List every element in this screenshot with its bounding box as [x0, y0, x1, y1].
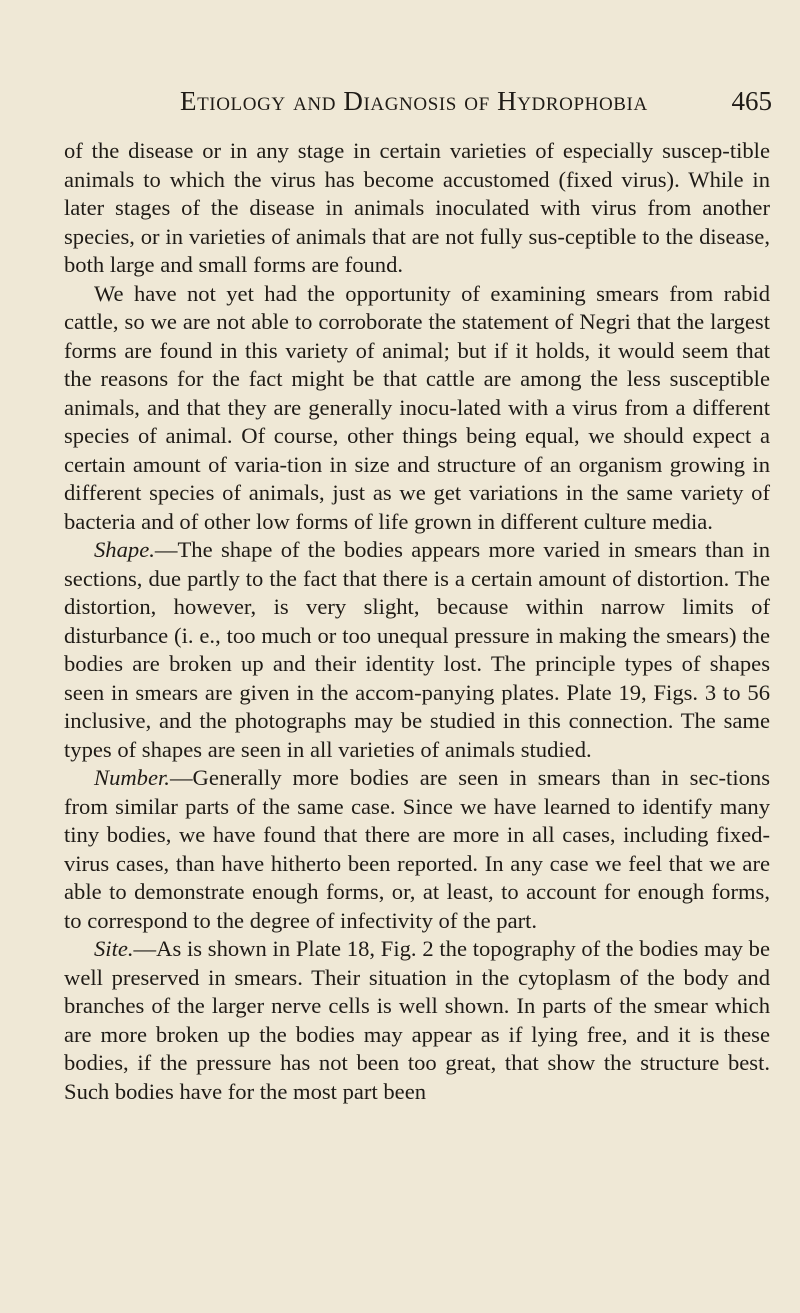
paragraph-shape: [64, 536, 770, 764]
run-in-heading: Site.: [94, 936, 134, 961]
paragraph-continued: [64, 137, 770, 280]
running-title: Etiology and Diagnosis of Hydrophobia: [180, 86, 648, 116]
paragraph-text: We have not yet had the opportunity of examining smears from rabid cattle, so we are not able to corroborate the statement of Negri that the largest forms are found in this variety of animal; but if it holds, it would seem that the reasons for the fact might be that cattle are among the less susceptible animals, and that they are generally inocu-lated with a virus from a different species of animal. Of course, other things being equal, we should expect a certain amount of varia-tion in size and structure of an organism growing in different species of animals, just as we get variations in the same variety of bacteria and of other low forms of life grown in different culture media.: [64, 280, 770, 534]
paragraph-text: of the disease or in any stage in certain varieties of especially suscep-tible animals to which the virus has become accustomed (fixed virus). While in later stages of the disease in animals inoculated with virus from another species, or in varieties of animals that are not fully sus-ceptible to the disease, both large and small forms are found.: [64, 138, 770, 277]
body-text: [64, 137, 770, 1106]
paragraph-negri-cattle: [64, 280, 770, 537]
paragraph-number: [64, 764, 770, 935]
page-number: 465: [731, 86, 772, 116]
paragraph-text: —The shape of the bodies appears more varied in smears than in sections, due partly to the fact that there is a certain amount of distortion. The distortion, however, is very slight, because within narrow limits of disturbance (i. e., too much or too unequal pressure in making the smears) the bodies are broken up and their identity lost. The principle types of shapes seen in smears are given in the accom-panying plates. Plate 19, Figs. 3 to 56 inclusive, and the photographs may be studied in this connection. The same types of shapes are seen in all varieties of animals studied.: [64, 537, 770, 762]
paragraph-text: —Generally more bodies are seen in smears than in sec-tions from similar parts of the same case. Since we have learned to identify many tiny bodies, we have found that there are more in all cases, including fixed-virus cases, than have hitherto been reported. In any case we feel that we are able to demonstrate enough forms, or, at least, to account for enough forms, to correspond to the degree of infectivity of the part.: [64, 765, 770, 933]
paragraph-text: —As is shown in Plate 18, Fig. 2 the topography of the bodies may be well preserved in smears. Their situation in the cytoplasm of the body and branches of the larger nerve cells is well shown. In parts of the smear which are more broken up the bodies may appear as if lying free, and it is these bodies, if the pressure has not been too great, that show the structure best. Such bodies have for the most part been: [64, 936, 770, 1104]
running-head: [180, 86, 772, 126]
run-in-heading: Number.: [94, 765, 170, 790]
paragraph-site: [64, 935, 770, 1106]
run-in-heading: Shape.: [94, 537, 155, 562]
